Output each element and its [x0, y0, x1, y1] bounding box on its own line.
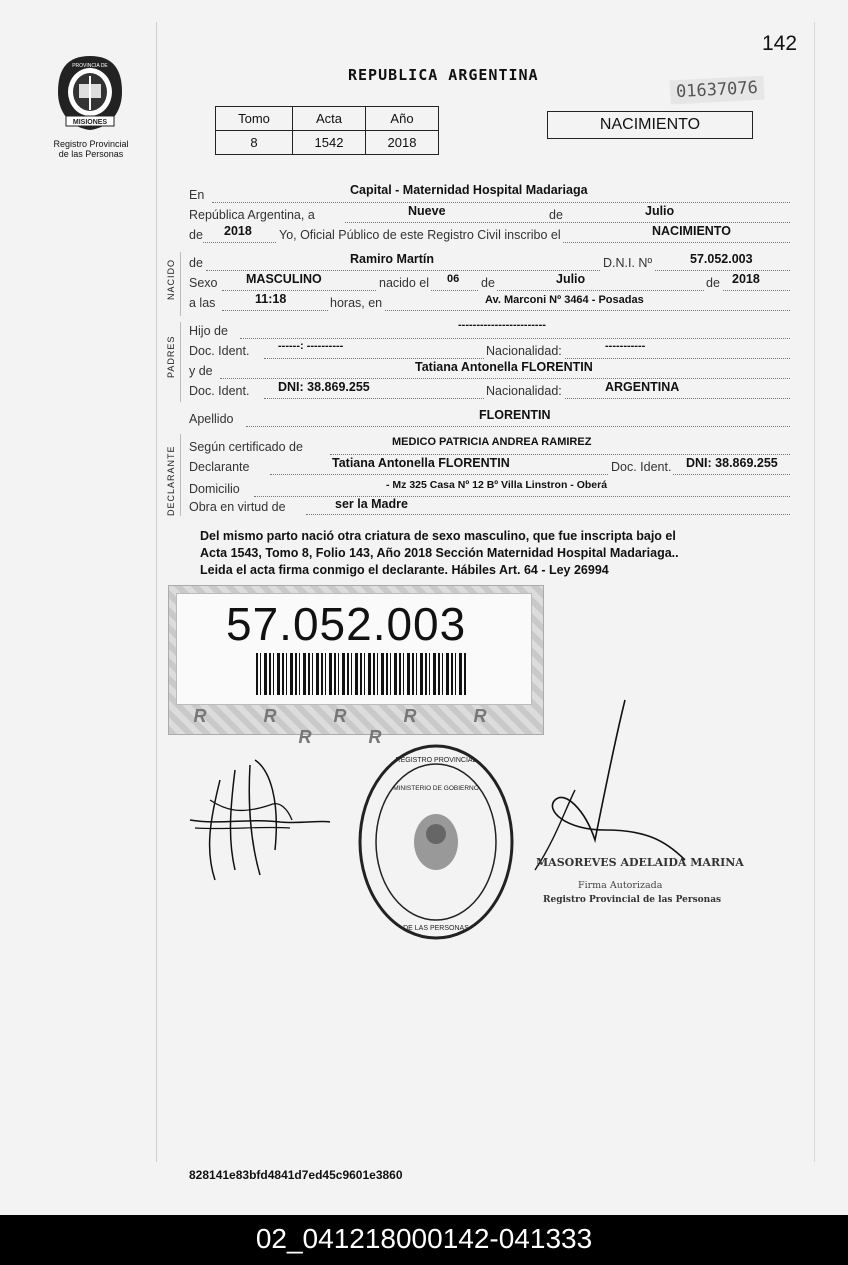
apellido-label: Apellido [189, 412, 234, 426]
svg-text:DE LAS PERSONAS: DE LAS PERSONAS [403, 925, 469, 932]
declarante-label: Declarante [189, 460, 250, 474]
signature-left-icon [180, 740, 340, 890]
section-divider [180, 252, 181, 316]
hora-value: 11:18 [255, 292, 287, 306]
form-row-en [189, 188, 204, 206]
signatory-role: Firma Autorizada [578, 880, 663, 891]
document-title: REPUBLICA ARGENTINA [348, 66, 539, 84]
act-value: NACIMIENTO [652, 224, 731, 238]
de-label: de [189, 256, 203, 270]
header-tomo: Tomo [216, 107, 293, 131]
form-row-domicilio [189, 482, 240, 500]
alas-label: a las [189, 296, 216, 310]
sexo-value: MASCULINO [246, 272, 322, 286]
form-row-obra [189, 500, 286, 518]
document-hash: 828141e83bfd4841d7ed45c9601e3860 [189, 1168, 403, 1182]
nacionalidad-label: Nacionalidad: [484, 344, 564, 362]
signatory-name: MASOREVES ADELAIDA MARINA [536, 856, 744, 869]
hijo-value: ------------------------ [458, 319, 546, 331]
svg-text:MINISTERIO DE GOBIERNO: MINISTERIO DE GOBIERNO [393, 785, 479, 792]
notes-block [200, 528, 800, 579]
nac2-value: ARGENTINA [605, 380, 680, 394]
doc3-value: DNI: 38.869.255 [686, 456, 778, 470]
domicilio-value: - Mz 325 Casa Nº 12 Bº Villa Linstron - Oberá [386, 479, 608, 491]
barcode-icon [256, 653, 466, 695]
obra-label: Obra en virtud de [189, 500, 286, 514]
serial-number: 01637076 [669, 76, 764, 105]
place-value: Capital - Maternidad Hospital Madariaga [350, 183, 588, 197]
side-label-nacido: NACIDO [166, 258, 176, 300]
hijo-label: Hijo de [189, 324, 228, 338]
official-seal [356, 742, 516, 942]
footer-code: 02_041218000142-041333 [255, 1223, 593, 1254]
apellido-value: FLORENTIN [479, 408, 551, 422]
document-type-box: NACIMIENTO [547, 111, 753, 139]
dni-value: 57.052.003 [690, 252, 753, 266]
page-edge [814, 22, 815, 1162]
page-number: 142 [762, 32, 798, 55]
form-row-apellido [189, 412, 233, 430]
notes-line: Del mismo parto nació otra criatura de sexo masculino, que fue inscripta bajo el [200, 529, 676, 543]
register-table [215, 106, 439, 155]
cert-label: Según certificado de [189, 440, 303, 454]
header-ano: Año [366, 107, 439, 131]
svg-text:PROVINCIA DE: PROVINCIA DE [72, 63, 108, 69]
sexo-label: Sexo [189, 276, 218, 290]
page-edge [156, 22, 157, 1162]
month-value: Julio [645, 204, 675, 218]
svg-text:REGISTRO PROVINCIAL: REGISTRO PROVINCIAL [395, 757, 477, 764]
form-row-hora [189, 296, 215, 314]
signatory-office: Registro Provincial de las Personas [543, 895, 722, 905]
side-label-declarante: DECLARANTE [166, 445, 176, 516]
nacido-label: nacido el [377, 276, 431, 294]
form-row-doc1 [189, 344, 249, 362]
form-row-cert [189, 440, 303, 458]
section-divider [180, 322, 181, 402]
yde-label: y de [189, 364, 213, 378]
doc1-value: ------: ---------- [278, 340, 344, 352]
value-tomo: 8 [216, 131, 293, 155]
doc-ident-label: Doc. Ident. [189, 344, 250, 358]
id-number: 57.052.003 [226, 598, 467, 650]
birth-year-value: 2018 [732, 272, 760, 286]
sticker-pattern: R R R R R R R [193, 706, 513, 747]
horas-label: horas, en [328, 296, 384, 314]
nacionalidad-label: Nacionalidad: [484, 384, 564, 402]
form-row-hijo [189, 324, 228, 342]
de-label: de [704, 276, 722, 294]
de-label: de [479, 276, 497, 294]
header-acta: Acta [293, 107, 366, 131]
en-label: En [189, 188, 205, 202]
doc-ident-label: Doc. Ident. [609, 460, 673, 478]
republica-label: República Argentina, a [189, 208, 315, 222]
form-row-doc2 [189, 384, 249, 402]
form-row-madre [189, 364, 213, 382]
declarante-value: Tatiana Antonella FLORENTIN [332, 456, 510, 470]
footer-bar [0, 1215, 848, 1265]
dni-label: D.N.I. Nº [601, 256, 654, 274]
section-divider [180, 434, 181, 516]
form-row-declarante [189, 460, 249, 478]
birth-month-value: Julio [556, 272, 586, 286]
obra-value: ser la Madre [335, 497, 408, 511]
doc-ident-label: Doc. Ident. [189, 384, 250, 398]
register-header-row [216, 107, 439, 131]
svg-text:MISIONES: MISIONES [72, 119, 108, 126]
domicilio-label: Domicilio [189, 482, 240, 496]
side-label-padres: PADRES [166, 335, 176, 378]
register-value-row [216, 131, 439, 155]
de-label: de [549, 208, 563, 222]
notes-line: Acta 1543, Tomo 8, Folio 143, Año 2018 Sección Maternidad Hospital Madariaga.. [200, 546, 679, 560]
name-value: Ramiro Martín [350, 252, 435, 266]
day-value: Nueve [408, 204, 446, 218]
de-label: de [189, 228, 203, 242]
doc2-value: DNI: 38.869.255 [278, 380, 370, 394]
madre-value: Tatiana Antonella FLORENTIN [415, 360, 593, 374]
coat-of-arms-logo [52, 52, 128, 134]
value-ano: 2018 [366, 131, 439, 155]
form-row-name [189, 256, 203, 274]
cert-value: MEDICO PATRICIA ANDREA RAMIREZ [392, 436, 592, 448]
birth-day-value: 06 [447, 273, 460, 285]
form-row-sexo [189, 276, 218, 294]
logo-caption-line: Registro Provincial [53, 139, 129, 149]
logo-caption-line: de las Personas [58, 149, 124, 159]
lugar-value: Av. Marconi Nº 3464 - Posadas [485, 294, 644, 306]
form-row-year [189, 228, 203, 246]
nac1-value: ----------- [605, 340, 646, 352]
year-value: 2018 [224, 224, 252, 238]
notes-line: Leida el acta firma conmigo el declarante. Hábiles Art. 64 - Ley 26994 [200, 563, 609, 577]
value-acta: 1542 [293, 131, 366, 155]
logo-caption [40, 139, 142, 159]
yo-text: Yo, Oficial Público de este Registro Civil inscribo el [277, 228, 563, 246]
